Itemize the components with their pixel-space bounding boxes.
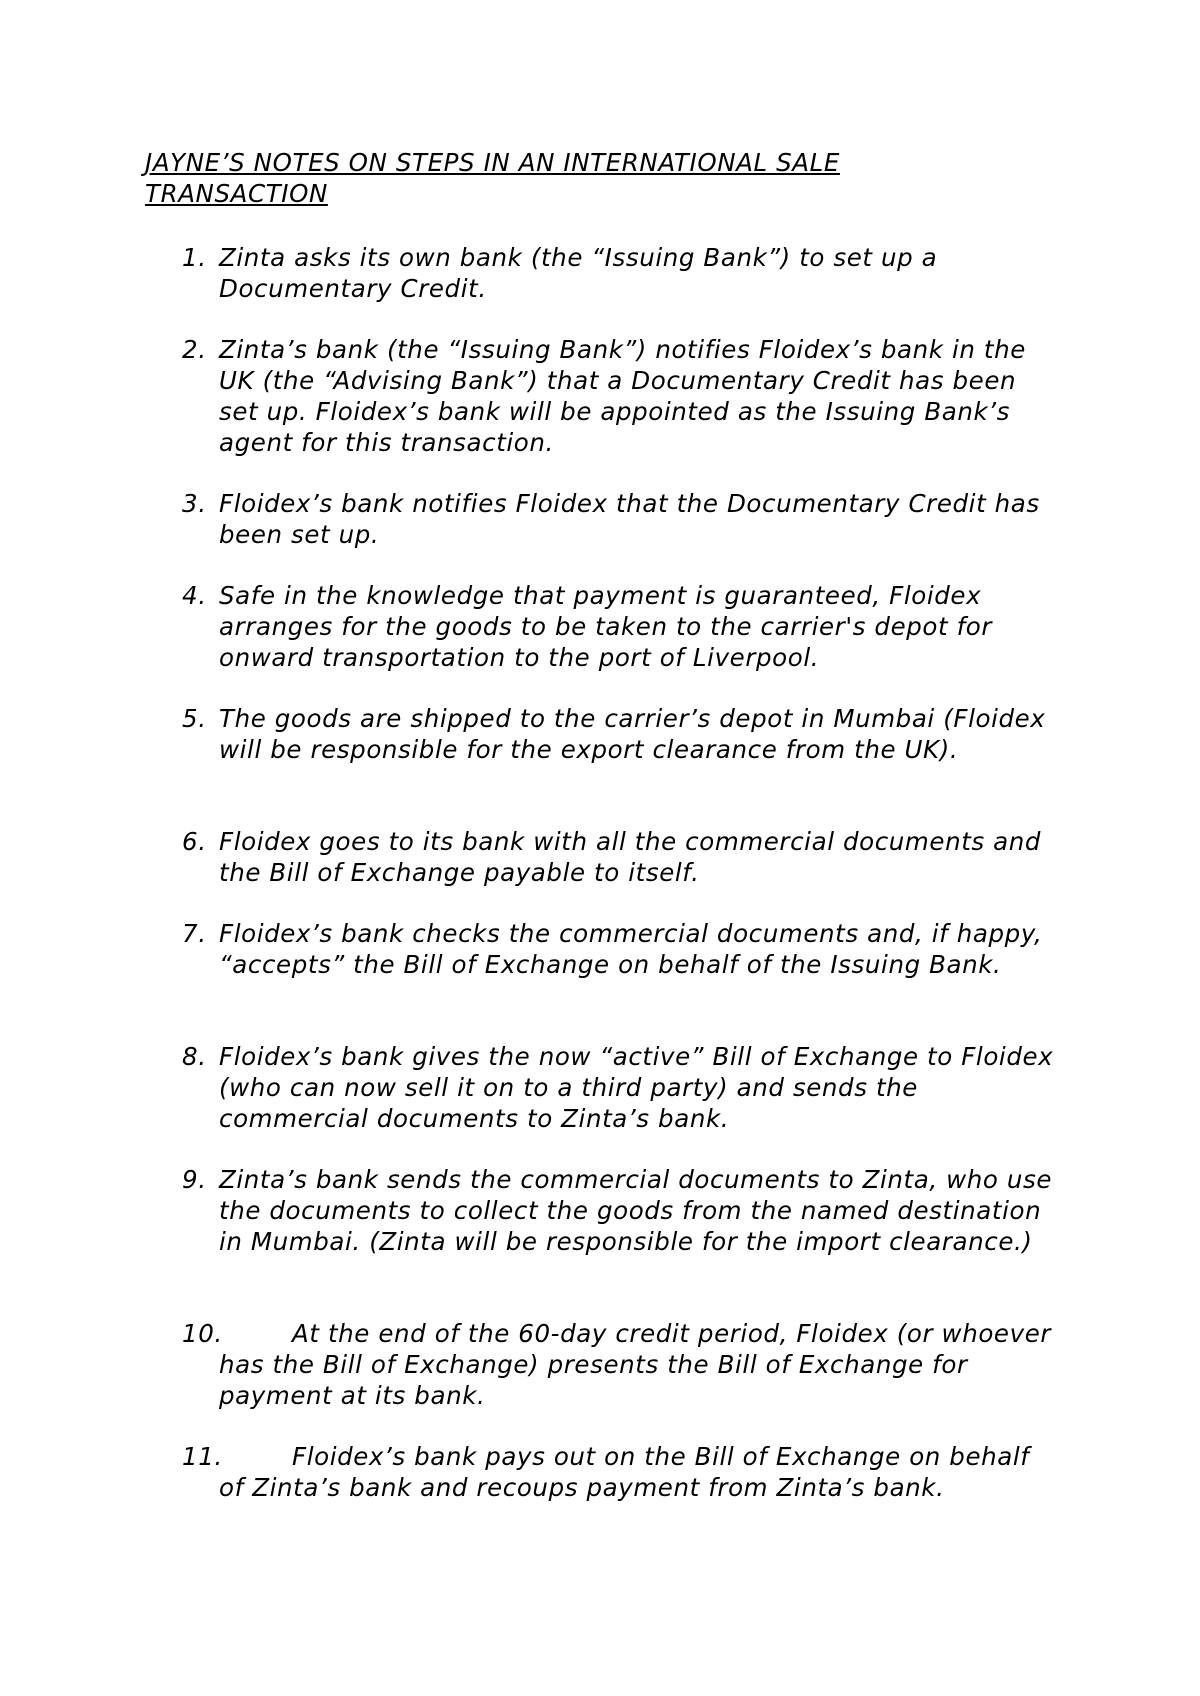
step-item-10 [182,1318,1062,1411]
step-number: 2. [182,335,207,364]
step-item-11 [182,1441,1062,1503]
step-text: The goods are shipped to the carrier’s depot in Mumbai (Floidex will be responsible for the export clearance from the UK). [219,704,1046,764]
step-number: 1. [182,243,207,272]
step-item-8 [182,1041,1062,1134]
step-text: Zinta’s bank (the “Issuing Bank”) notifies Floidex’s bank in the UK (the “Advising Bank”) that a Documentary Credit has been set up. Floidex’s bank will be appointed as the Issuing Bank’s agent for this transaction. [219,335,1026,457]
step-number: 8. [182,1042,207,1071]
step-text: Floidex’s bank gives the now “active” Bill of Exchange to Floidex (who can now sell it on to a third party) and sends the commercial documents to Zinta’s bank. [219,1042,1054,1133]
step-item-5 [182,703,1062,765]
step-text: At the end of the 60-day credit period, Floidex (or whoever has the Bill of Exchange) presents the Bill of Exchange for payment at its bank. [219,1319,1052,1410]
step-number: 9. [182,1165,207,1194]
document-title [145,147,965,209]
step-text: Floidex’s bank checks the commercial documents and, if happy, “accepts” the Bill of Exchange on behalf of the Issuing Bank. [219,919,1043,979]
step-item-1 [182,242,1062,304]
step-number: 7. [182,919,207,948]
step-text: Safe in the knowledge that payment is guaranteed, Floidex arranges for the goods to be taken to the carrier's depot for onward transportation to the port of Liverpool. [219,581,993,672]
step-item-9 [182,1164,1062,1257]
step-text: Floidex’s bank notifies Floidex that the Documentary Credit has been set up. [219,489,1040,549]
step-item-2 [182,334,1062,458]
step-text: Floidex goes to its bank with all the commercial documents and the Bill of Exchange payable to itself. [219,827,1042,887]
step-number: 3. [182,489,207,518]
step-number: 4. [182,581,207,610]
step-number: 11. [182,1442,223,1471]
step-number: 5. [182,704,207,733]
step-number: 6. [182,827,207,856]
step-item-6 [182,826,1062,888]
step-text: Floidex’s bank pays out on the Bill of Exchange on behalf of Zinta’s bank and recoups payment from Zinta’s bank. [219,1442,1030,1502]
title-line-2: TRANSACTION [145,179,328,208]
step-text: Zinta asks its own bank (the “Issuing Bank”) to set up a Documentary Credit. [219,243,938,303]
step-number: 10. [182,1319,223,1348]
step-item-3 [182,488,1062,550]
title-line-1: JAYNE’S NOTES ON STEPS IN AN INTERNATIONAL SALE [145,148,840,177]
step-text: Zinta’s bank sends the commercial documents to Zinta, who use the documents to collect the goods from the named destination in Mumbai. (Zinta will be responsible for the import clearance.) [219,1165,1053,1256]
step-item-7 [182,918,1062,980]
step-item-4 [182,580,1062,673]
